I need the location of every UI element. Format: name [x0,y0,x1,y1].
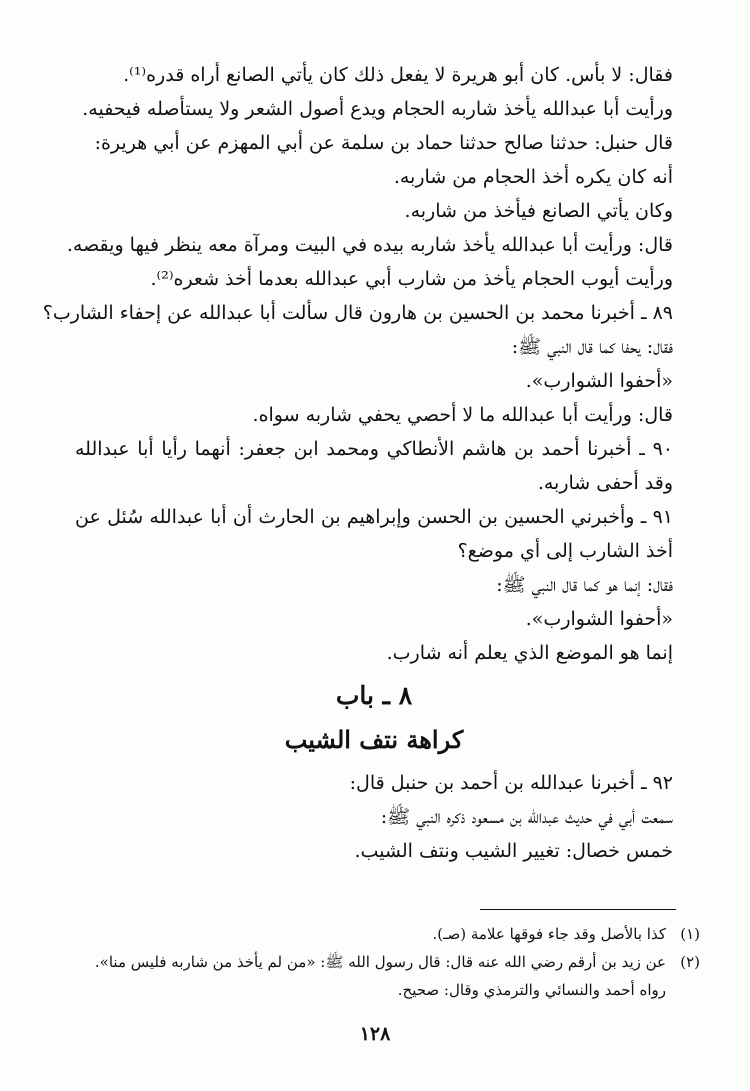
text-line: خمس خصال: تغيير الشيب ونتف الشيب. [354,840,673,862]
text-line: قال: ورأيت أبا عبدالله ما لا أحصي يحفي شاربه سواه. [252,404,673,426]
text-line: وكان يأتي الصانع فيأخذ من شاربه. [404,200,673,222]
footnote-number: (٢) [680,953,700,971]
footnote-divider [480,909,676,910]
text-line: ورأيت أبا عبدالله يأخذ شاربه الحجام ويدع أصول الشعر ولا يستأصله فيحفيه. [82,98,673,120]
footnote [75,920,700,948]
text-line: فقال: إنما هو كما قال النبي ﷺ: [496,574,673,596]
page-number: ١٢٨ [359,1023,391,1045]
text-line: «أحفوا الشوارب». [525,608,673,630]
footnote-number: (١) [680,925,700,943]
text-line: فقال: يحفا كما قال النبي ﷺ: [511,336,673,358]
text-line: سمعت أبي في حديث عبدالله بن مسعود ذكره النبي ﷺ: [380,806,673,828]
text-line: «أحفوا الشوارب». [525,370,673,392]
text-line: فقال: لا بأس. كان أبو هريرة لا يفعل ذلك كان يأتي الصانع أراه قدره⁽¹⁾. [123,64,673,86]
text-paragraph: ٩٠ ـ أخبرنا أحمد بن هاشم الأنطاكي ومحمد ابن جعفر: أنهما رأيا أبا عبدالله وقد أحفى شاربه. [75,438,673,494]
chapter-heading: ٨ ـ باب [335,681,413,710]
text-line: إنما هو الموضع الذي يعلم أنه شارب. [386,642,673,664]
footnote-text: كذا بالأصل وقد جاء فوقها علامة (صـ). [432,925,666,943]
text-line: أنه كان يكره أخذ الحجام من شاربه. [393,166,673,188]
text-line: ٩٢ ـ أخبرنا عبدالله بن أحمد بن حنبل قال: [349,772,673,794]
text-line: قال: ورأيت أبا عبدالله يأخذ شاربه بيده في البيت ومرآة معه ينظر فيها ويقصه. [66,234,673,256]
text-line: ٨٩ ـ أخبرنا محمد بن الحسين بن هارون قال سألت أبا عبدالله عن إحفاء الشارب؟ [42,302,673,324]
text-line: قال حنبل: حدثنا صالح حدثنا حماد بن سلمة عن أبي المهزم عن أبي هريرة: [94,132,673,154]
text-line: ورأيت أيوب الحجام يأخذ من شارب أبي عبدالله بعدما أخذ شعره⁽²⁾. [150,268,673,290]
footnotes [75,920,700,1004]
footnote-text: عن زيد بن أرقم رضي الله عنه قال: قال رسول الله ﷺ: «من لم يأخذ من شاربه فليس منا». رواه أحمد والنسائي والترمذي وقال: صحيح. [94,953,666,999]
chapter-title: كراهة نتف الشيب [284,725,464,754]
main-text [42,58,673,868]
text-paragraph: ٩١ ـ وأخبرني الحسين بن الحسن وإبراهيم بن الحارث أن أبا عبدالله سُئل عن أخذ الشارب إلى أي موضع؟ [75,506,673,562]
footnote [75,948,700,1004]
